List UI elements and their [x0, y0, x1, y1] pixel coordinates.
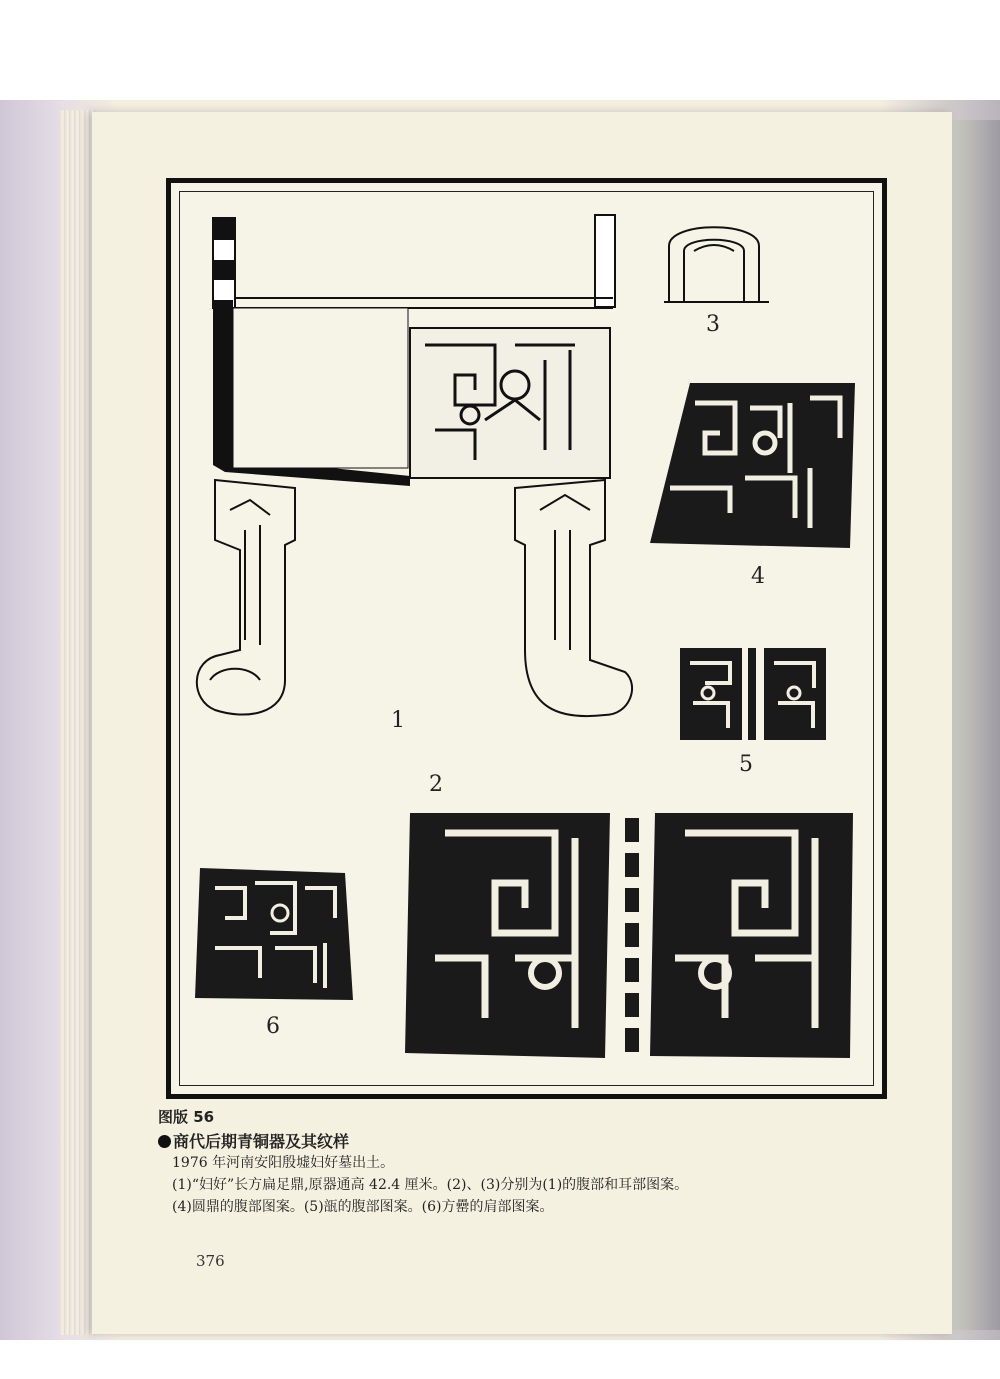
figure-label-2: 2: [429, 772, 443, 797]
caption-line-2: (1)“妇好”长方扁足鼎,原器通高 42.4 厘米。(2)、(3)分别为(1)的腹部和耳部图案。: [172, 1177, 689, 1193]
figure-label-4: 4: [751, 564, 765, 589]
figure-2-rubbing: [405, 808, 855, 1063]
page-number: 376: [196, 1252, 225, 1270]
figure-label-3: 3: [706, 312, 720, 337]
book-gutter: [945, 120, 1000, 1330]
plate-title: [158, 1129, 349, 1152]
figure-6-rubbing: [195, 868, 355, 1003]
figure-label-5: 5: [739, 752, 753, 777]
figure-label-1: 1: [391, 708, 405, 733]
figure-label-6: 6: [266, 1014, 280, 1039]
caption-line-1: 1976 年河南安阳殷墟妇好墓出土。: [172, 1155, 395, 1171]
figure-3-ear-pattern: [664, 216, 774, 306]
plate-title-text: 商代后期青铜器及其纹样: [173, 1132, 350, 1151]
caption-line-3: (4)圆鼎的腹部图案。(5)瓿的腹部图案。(6)方罍的肩部图案。: [172, 1199, 554, 1215]
bullet-icon: [158, 1135, 171, 1148]
figure-5-rubbing: [678, 643, 828, 743]
page-stack-edge: [60, 110, 96, 1335]
figure-1-ding-drawing: [185, 210, 605, 730]
plate-label: 图版 56: [158, 1108, 215, 1126]
figure-4-rubbing: [650, 378, 860, 548]
